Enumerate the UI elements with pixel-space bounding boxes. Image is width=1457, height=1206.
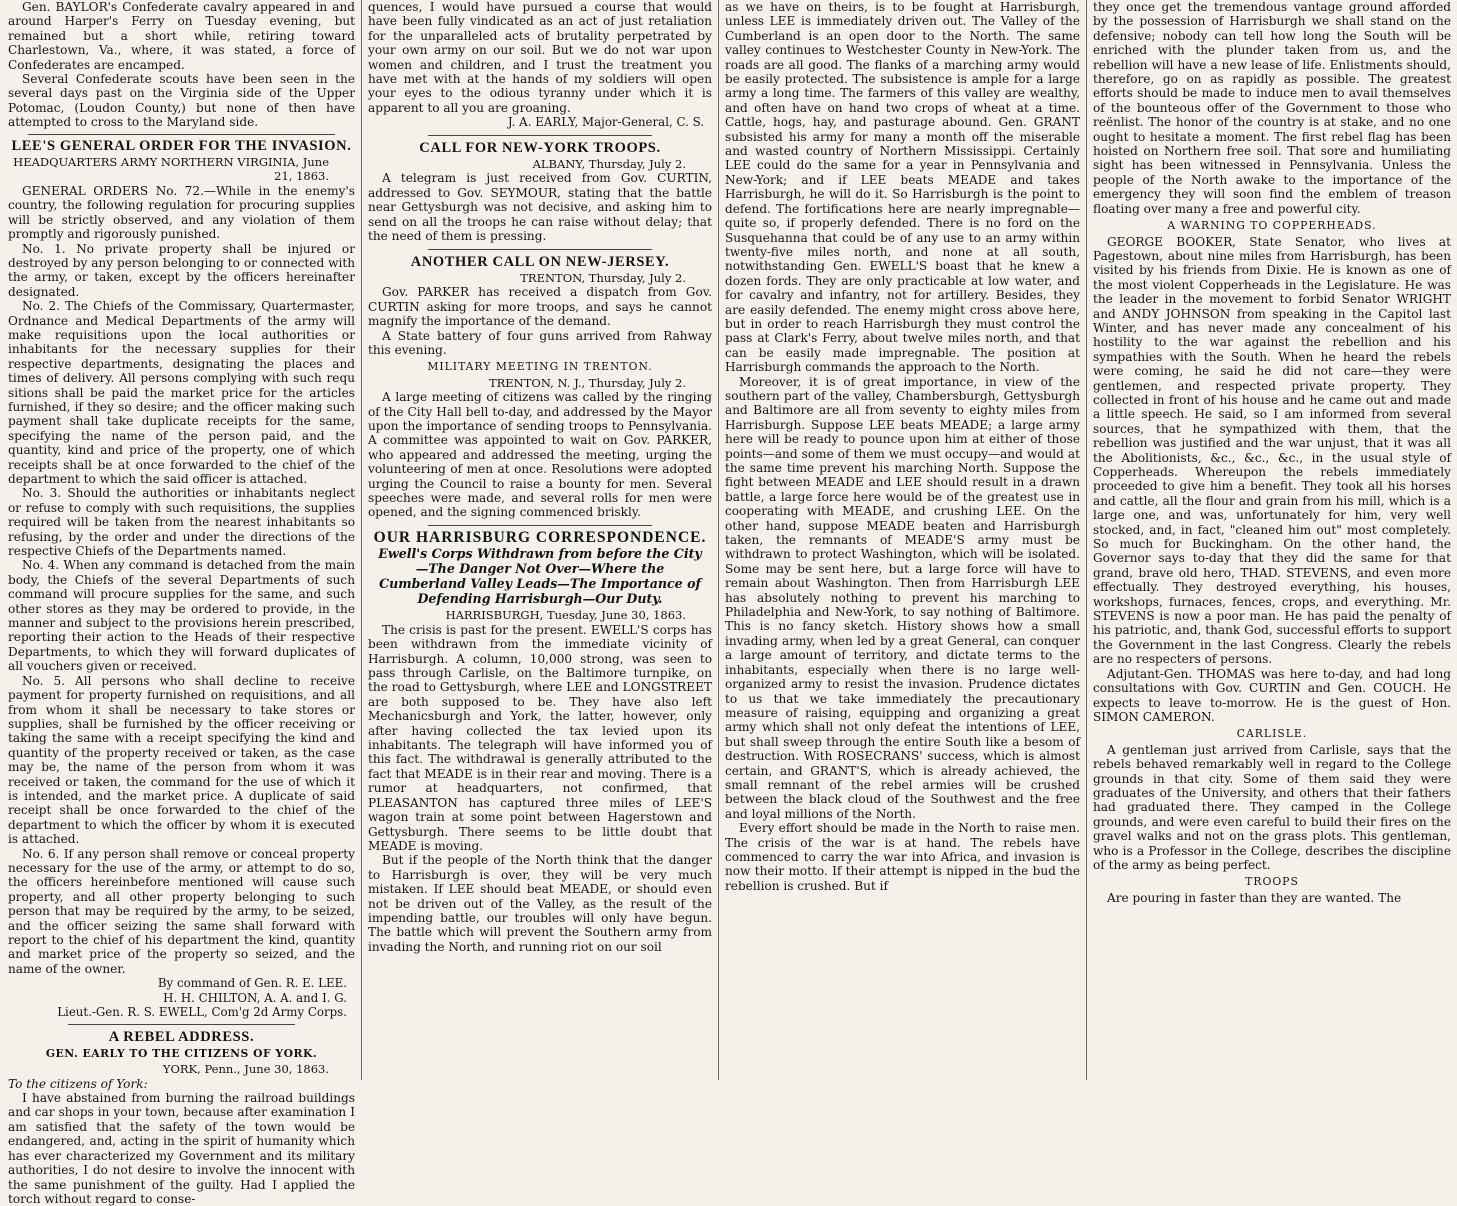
- article-telegram: A telegram is just received from Gov. CURTIN, addressed to Gov. SEYMOUR, stating that the battle near Gettysburgh was not decisive, and asking him to send on all the troops he can raise without delay; that the need of them is pressing.: [368, 171, 712, 244]
- article-adjutant: Adjutant-Gen. THOMAS was here to-day, and had long consultations with Gov. CURTIN and Gen. COUCH. He expects to leave to-morrow. He is the guest of Hon. SIMON CAMERON.: [1093, 666, 1451, 724]
- article-every-effort: Every effort should be made in the North to raise men. The crisis of the war is at hand. The rebels have commenced to carry the war into Africa, and invasion is now their motto. If their attempt is nipped in the bud the rebellion is crushed. But if: [725, 821, 1080, 893]
- early-letter-continued: quences, I would have pursued a course that would have been fully vindicated as an act of just retaliation for the unparalleled acts of brutality perpetrated by your own army on our soil. But we do not war upon women and children, and I trust the treatment you have met with at the hands of my soldiers will open your eyes to the odious tyranny under which it is apparent to all you are groaning.: [368, 0, 712, 115]
- early-letter: I have abstained from burning the railroad buildings and car shops in your town, because after examination I am satisfied that the safety of the town would be endangered, and, acting in the spirit of humanity which has ever characterized my Government and its military authorities, I do not desire to involve the innocent with the same punishment of the guilty. Had I applied the torch without regard to conse-: [8, 1091, 355, 1206]
- column-1: [2, 0, 361, 1206]
- article-scouts: Several Confederate scouts have been seen in the several days past on the Virginia side of the Upper Potomac, (Loudon County,) but none of then have attempted to cross to the Maryland side.: [8, 72, 355, 130]
- article-battery: A State battery of four guns arrived from Rahway this evening.: [368, 328, 712, 357]
- article-parker: Gov. PARKER has received a dispatch from Gov. CURTIN asking for more troops, and says he cannot magnify the importance of the demand.: [368, 285, 712, 329]
- subheadline-military-meeting: MILITARY MEETING IN TRENTON.: [427, 360, 653, 374]
- divider: [28, 134, 335, 135]
- headline-rebel-address: A REBEL ADDRESS.: [108, 1029, 255, 1046]
- column-3: [719, 0, 1086, 1080]
- headline-ny-troops: CALL FOR NEW-YORK TROOPS.: [419, 139, 661, 156]
- order-no-4: No. 4. When any command is detached from the main body, the Chiefs of the several Departments of such command will procure supplies for the same, and such other stores as they may be ordered to provide, in the manner and subject to the provisions herein prescribed, reporting their action to the Heads of their respective Departments, to which they will forward duplicates of all vouchers given or received.: [8, 558, 355, 674]
- order-no-5: No. 5. All persons who shall decline to receive payment for property furnished on requisitions, and all from whom it shall be necessary to take stores or supplies, shall be furnished by the officer receiving or taking the same with a receipt specifying the kind and quantity of the property received or taken, as the case may be, the name of the person from whom it was received or taken, the command for the use of which it is intended, and the market price. A duplicate of said receipt shall be once forwarded to the chief of the department to which the officer by whom it is executed is attached.: [8, 673, 355, 847]
- dateline-headquarters: HEADQUARTERS ARMY NORTHERN VIRGINIA, June 21, 1863.: [13, 155, 329, 184]
- signature-chilton: H. H. CHILTON, A. A. and I. G.: [163, 990, 347, 1005]
- column-2: [362, 0, 718, 1080]
- order-no-3: No. 3. Should the authorities or inhabitants neglect or refuse to comply with such requisitions, the supplies required will be taken from the nearest inhabitants so refusing, by the order and under the directions of the respective Chiefs of the Departments named.: [8, 486, 355, 559]
- article-crisis: The crisis is past for the present. EWELL'S corps has been withdrawn from the immediate vicinity of Harrisburgh. A column, 10,000 strong, was seen to pass through Carlisle, on the Baltimore turnpike, on the road to Gettysburgh, where LEE and LONGSTREET are both supposed to be. They have also left Mechanicsburgh and York, the latter, however, only after having collected the tax levied upon its inhabitants. The telegraph will have informed you of this fact. The withdrawal is generally attributed to the fact that MEADE is in their rear and moving. There is a rumor at headquarters, not confirmed, that PLEASANTON has captured three miles of LEE'S wagon train at some point between Hagerstown and Gettysburgh. There seems to be little doubt that MEADE is moving.: [368, 622, 712, 853]
- dateline-york: YORK, Penn., June 30, 1863.: [162, 1062, 329, 1077]
- signature-early: J. A. EARLY, Major-General, C. S.: [507, 115, 704, 130]
- signature-by-command: By command of Gen. R. E. LEE.: [157, 976, 347, 991]
- article-booker: GEORGE BOOKER, State Senator, who lives at Pagestown, about nine miles from Harrisburgh, has been visited by his friends from Dixie. He is known as one of the most violent Copperheads in the Legislature. He was the leader in the movement to forbid Senator WRIGHT and ANDY JOHNSON from speaking in the Capitol last Winter, and has never made any concealment of his hostility to the war against the rebellion and his sympathies with the South. When he heard the rebels were coming, he said he did not care—they were gentlemen, and respected private property. They collected in front of his house and he came out and made a little speech. He said, so I am informed from several sources, that he sympathized with them, that the rebellion was justified and the war unjust, that it was all the Abolitionists, &c., &c., &c., in the usual style of Copperheads. Whereupon the rebels immediately proceeded to give him a benefit. They took all his horses and cattle, all the flour and grain from his mill, which is a large one, and was, unfortunately for him, very well stocked, and, in fact, "cleaned him out" most completely. So much for Buckingham. On the other hand, the Governor says to-day that they did the same for that grand, brave old hero, THAD. STEVENS, and even more effectually. They destroyed everything, his houses, workshops, furnaces, fences, crops, and everything. Mr. STEVENS is now a poor man. He has paid the penalty of his patriotic, and, thank God, successful efforts to support the Government in the last Congress. Clearly the rebels are no respecters of persons.: [1093, 234, 1451, 667]
- subheadline-warning: A WARNING TO COPPERHEADS.: [1167, 219, 1377, 233]
- article-moreover: Moreover, it is of great importance, in view of the southern part of the valley, Chambersburgh, Gettysburgh and Baltimore are all from seventy to eighty miles from Harrisburgh. Suppose LEE beats MEADE; a large army here will be ready to pounce upon him at either of those points—and some of them we must occupy—and would at the same time prevent his marching North. Suppose the fight between MEADE and LEE should result in a drawn battle, a large force here would be of the greatest use in cooperating with MEADE, and crushing LEE. On the other hand, suppose MEADE beaten and Harrisburgh taken, the remnants of MEADE'S army must be withdrawn to protect Washington, which will be isolated. Some may be sent here, but a large force will have to remain about Washington. Then from Harrisburgh LEE has absolutely nothing to prevent his marching to Philadelphia and New-York, to say nothing of Baltimore. This is no fancy sketch. History shows how a small invading army, when led by a great General, can conquer a large amount of territory, and dictate terms to the inhabitants, especially when there is no large well-organized army to resist the invasion. Prudence dictates to us that we take immediately the precautionary measure of raising, equipping and organizing a great army which shall not only defeat the intentions of LEE, but shall sweep through the entire South like a besom of destruction. With ROSECRANS' success, which is almost certain, and GRANT'S, which is already achieved, the small remnant of the rebel armies will be crushed between the black cloud of the Southwest and the free and loyal millions of the North.: [725, 374, 1080, 821]
- article-but-if: But if the people of the North think that the danger to Harrisburgh is over, they will be very much mistaken. If LEE should beat MEADE, or should even not be driven out of the Valley, as the result of the impending battle, our troubles will only have begun. The battle which will prevent the Southern army from invading the North, and running riot on our soil: [368, 853, 712, 954]
- salutation-york: To the citizens of York:: [8, 1076, 148, 1091]
- harrisburg-continued: as we have on theirs, is to be fought at Harrisburgh, unless LEE is immediately driven out. The Valley of the Cumberland is an open door to the North. The same valley continues to Westchester County in New-York. The roads are all good. The flanks of a marching army would be easily protected. The subsistence is ample for a large army a long time. The farmers of this valley are wealthy, and often have on hand two crops of wheat at a time. Cattle, hogs, hay, and pasturage abound. Gen. GRANT subsisted his army for many a month off the miserable and wasted country of Northern Mississippi. Certainly LEE could do the same for a year in Pennsylvania and New-York; and if LEE beats MEADE and takes Harrisburgh, he will do it. So Harrisburgh is the point to defend. The fortifications here are nearly impregnable—quite so, if properly defended. There is no ford on the Susquehanna that could be of any use to an army within twenty-five miles north, and none at all south, notwithstanding Gen. EWELL'S boast that he knew a dozen fords. They are only practicable at low water, and for cavalry and infantry, not for artillery. Besides, they are easily defended. The enemy might cross above here, but in order to reach Harrisburgh they must control the pass at Clark's Ferry, about twelve miles north, and that can be easily made impregnable. The position at Harrisburgh commands the approach to the North.: [725, 0, 1080, 375]
- article-carlisle: A gentleman just arrived from Carlisle, says that the rebels behaved remarkably well in regard to the College grounds in that city. Some of them said they were graduates of the University, and others that their fathers had graduated there. They camped in the College grounds, and were even careful to build their fires on the gravel walks and not on the grass plots. This gentleman, who is a Professor in the College, describes the discipline of the army as being perfect.: [1093, 742, 1451, 872]
- headline-lee-order: LEE'S GENERAL ORDER FOR THE INVASION.: [11, 137, 352, 154]
- headline-new-jersey: ANOTHER CALL ON NEW-JERSEY.: [410, 253, 670, 270]
- divider: [428, 525, 652, 526]
- dateline-trenton-nj: TRENTON, N. J., Thursday, July 2.: [488, 375, 686, 390]
- headline-deck: Ewell's Corps Withdrawn from before the City—The Danger Not Over—Where the Cumberland Valley Leads—The Importance of Defending Harrisburgh—Our Duty.: [378, 546, 702, 606]
- order-no-6: No. 6. If any person shall remove or conceal property necessary for the use of the army, or attempt to do so, the officers hereinbefore mentioned will cause such property, and all other property belonging to such person that may be required by the army, to be seized, and the officer seizing the same shall forward with report to the chief of his department the kind, quantity and market price of the property so seized, and the name of the owner.: [8, 846, 355, 976]
- order-no-2: No. 2. The Chiefs of the Commissary, Quartermaster, Ordnance and Medical Departments of the army will make requisitions upon the local authorities or inhabitants for the necessary supplies for their respective departments, designating the places and times of delivery. All persons complying with such requ sitions shall be paid the market price for the articles furnished, if they so desire; and the officer making such payment shall take duplicate receipts for the same, specifying the name of the person paid, and the quantity, kind and price of the property, one of which receipts shall be at once forwarded to the chief of the department to which the said officer is attached.: [8, 299, 355, 486]
- dateline-albany: ALBANY, Thursday, July 2.: [532, 157, 686, 172]
- subheadline-troops: TROOPS: [1245, 875, 1299, 889]
- signature-ewell: Lieut.-Gen. R. S. EWELL, Com'g 2d Army Corps.: [57, 1005, 347, 1020]
- article-meeting: A large meeting of citizens was called by the ringing of the City Hall bell to-day, and addressed by the Mayor upon the importance of sending troops to Pennsylvania. A committee was appointed to wait on Gov. PARKER, who appeared and addressed the meeting, urging the volunteering of men at once. Resolutions were adopted urging the Council to raise a bounty for men. Several speeches were made, and several rolls for men were opened, and the signing commenced briskly.: [368, 390, 712, 520]
- subheadline-early: GEN. EARLY TO THE CITIZENS OF YORK.: [45, 1046, 318, 1060]
- headline-harrisburg: OUR HARRISBURG CORRESPONDENCE.: [373, 528, 707, 546]
- divider: [428, 135, 652, 136]
- order-no-1: No. 1. No private property shall be injured or destroyed by any person belonging to or connected with the army, or taken, except by the officers hereinafter designated.: [8, 241, 355, 299]
- article-baylor: Gen. BAYLOR's Confederate cavalry appeared in and around Harper's Ferry on Tuesday evening, but remained but a short while, retiring toward Charlestown, Va., where, it was stated, a force of Confederates are encamped.: [8, 0, 355, 72]
- harrisburg-continued-2: they once get the tremendous vantage ground afforded by the possession of Harrisburgh we shall stand on the defensive; nobody can tell how long the South will be enriched with the plunder taken from us, and the rebellion will have a new lease of life. Enlistments should, therefore, go on as rapidly as possible. The greatest efforts should be made to induce men to avail themselves of the bounteous offer of the Government to those who reënlist. The honor of the country is at stake, and no one ought to hesitate a moment. The first rebel flag has been hoisted on Northern free soil. That sore and humiliating sight has been witnessed in Pennsylvania. Unless the people of the North awake to the importance of the emergency they will soon find the emblem of treason floating over many a free and powerful city.: [1093, 0, 1451, 216]
- dateline-harrisburgh: HARRISBURGH, Tuesday, June 30, 1863.: [445, 608, 686, 623]
- subheadline-carlisle: CARLISLE.: [1236, 727, 1308, 741]
- divider: [68, 1024, 295, 1025]
- divider: [428, 249, 652, 250]
- column-4: [1087, 0, 1457, 1080]
- general-orders-72: GENERAL ORDERS No. 72.—While in the enemy's country, the following regulation for procuring supplies will be strictly observed, and any violation of them promptly and rigorously punished.: [8, 183, 355, 242]
- dateline-trenton: TRENTON, Thursday, July 2.: [520, 270, 686, 285]
- article-troops: Are pouring in faster than they are wanted. The: [1107, 890, 1402, 905]
